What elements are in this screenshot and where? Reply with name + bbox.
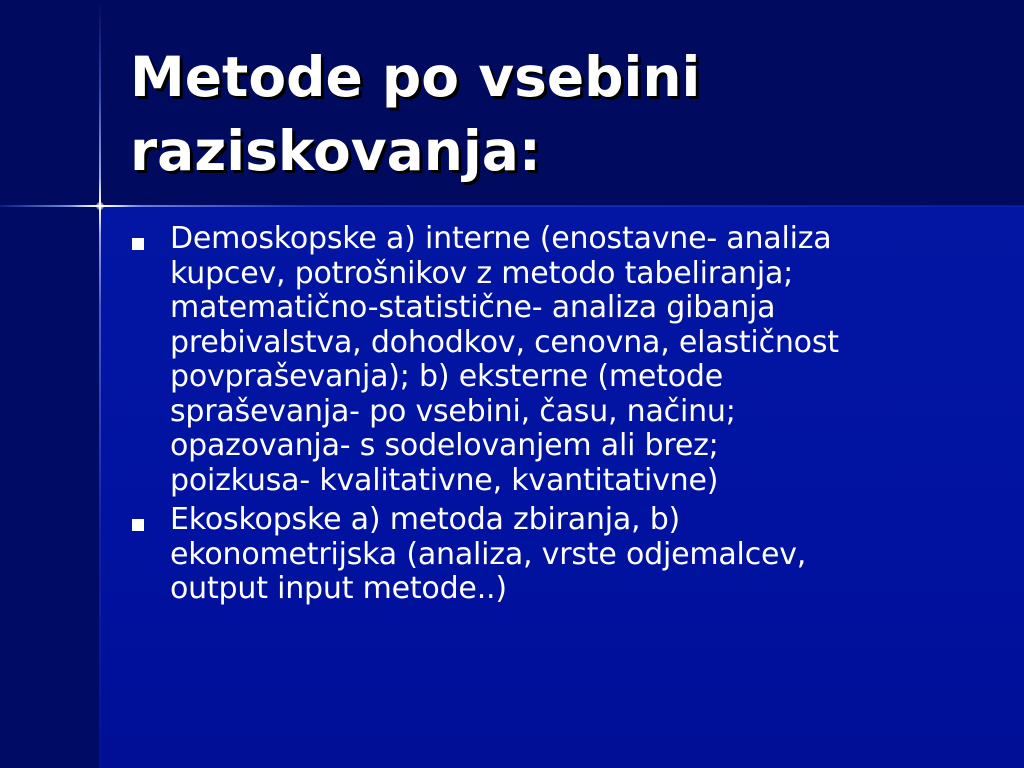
bullet-line: ekonometrijska (analiza, vrste odjemalcev, (170, 536, 807, 572)
left-strip (0, 206, 100, 768)
horizontal-accent-line (0, 205, 1024, 207)
bullet-list (130, 222, 1010, 612)
bullet-line: output input metode..) (170, 571, 507, 606)
slide-title-line-2: raziskovanja: (130, 119, 541, 183)
square-bullet-icon (132, 519, 144, 531)
bullet-line: prebivalstva, dohodkov, cenovna, elastičnost (170, 324, 839, 360)
bullet-line: matematično-statistične- analiza gibanja (170, 290, 776, 325)
bullet-line: opazovanja- s sodelovanjem ali brez; (170, 428, 719, 463)
bullet-item-demoskopske (130, 222, 1010, 498)
slide-title (130, 40, 990, 188)
square-bullet-icon (132, 238, 144, 250)
bullet-line: poizkusa- kvalitativne, kvantitativne) (170, 462, 719, 498)
bullet-line: Ekoskopske a) metoda zbiranja, b) (170, 502, 681, 537)
bullet-line: povpraševanja); b) eksterne (metode (170, 359, 723, 394)
sparkle-core (96, 202, 104, 210)
bullet-line: kupcev, potrošnikov z metodo tabeliranja; (170, 255, 794, 291)
bullet-line: spraševanja- po vsebini, času, načinu; (170, 393, 736, 429)
bullet-item-ekoskopske (130, 503, 1010, 607)
bullet-line: Demoskopske a) interne (enostavne- analiza (170, 221, 832, 256)
slide-title-line-1: Metode po vsebini (130, 45, 701, 109)
vertical-accent-line (99, 0, 101, 768)
